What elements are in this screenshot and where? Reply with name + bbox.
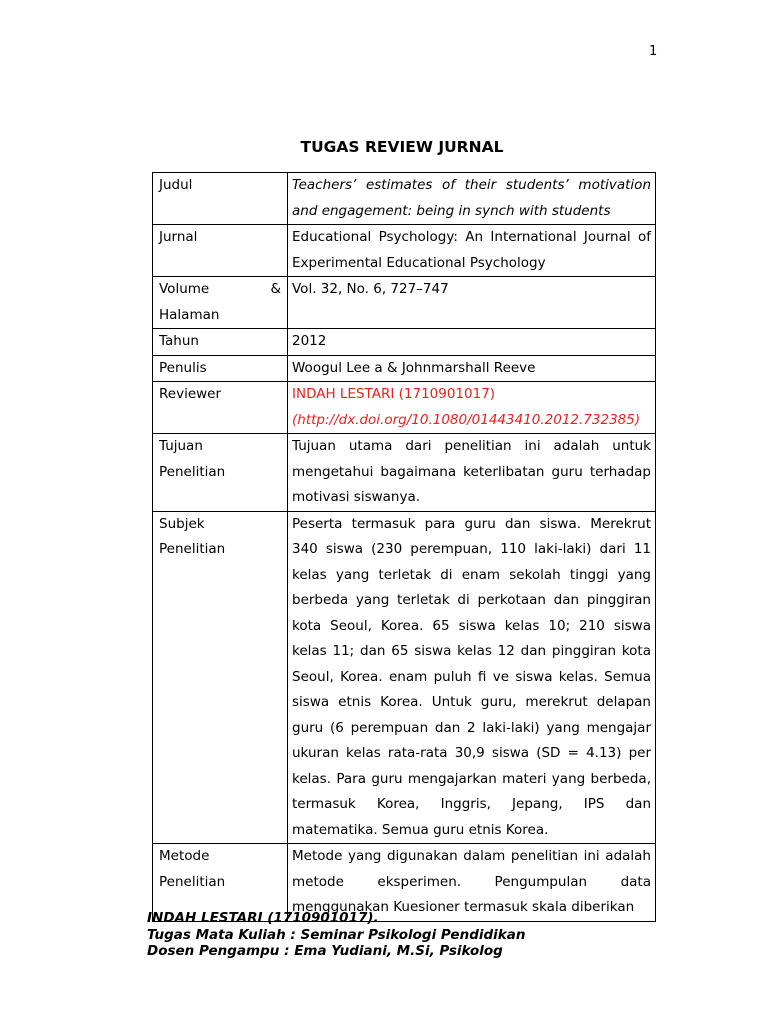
label-jurnal: Jurnal — [153, 225, 288, 277]
table-row-subjek — [153, 511, 656, 844]
value-volume: Vol. 32, No. 6, 727–747 — [288, 277, 656, 329]
label-subjek — [153, 511, 288, 844]
label-volume-amp: & — [270, 281, 281, 297]
table-row-reviewer — [153, 382, 656, 434]
reviewer-doi-link[interactable]: (http://dx.doi.org/10.1080/01443410.2012.732385) — [292, 411, 641, 428]
table-row-volume — [153, 277, 656, 329]
value-tujuan: Tujuan utama dari penelitian ini adalah untuk mengetahui bagaimana keterlibatan guru terhadap motivasi siswanya. — [288, 434, 656, 512]
value-tahun: 2012 — [288, 329, 656, 356]
label-tujuan — [153, 434, 288, 512]
value-metode: Metode yang digunakan dalam penelitian ini adalah metode eksperimen. Pengumpulan data menggunakan Kuesioner termasuk skala diberikan — [288, 844, 656, 922]
label-penulis: Penulis — [153, 355, 288, 382]
label-metode-line2: Penelitian — [159, 873, 226, 890]
label-metode-line1: Metode — [159, 848, 210, 864]
footer-lecturer: Dosen Pengampu : Ema Yudiani, M.Si, Psikolog — [147, 943, 503, 959]
footer-author: INDAH LESTARI (1710901017). — [147, 910, 379, 926]
label-tujuan-line1: Tujuan — [159, 438, 203, 454]
value-reviewer — [288, 382, 656, 434]
label-volume — [153, 277, 288, 329]
table-row-jurnal — [153, 225, 656, 277]
review-table — [152, 172, 656, 922]
label-volume-text: Volume — [159, 281, 210, 297]
table-row-tahun — [153, 329, 656, 356]
table-row-judul — [153, 173, 656, 225]
label-tujuan-line2: Penelitian — [159, 463, 226, 480]
reviewer-name: INDAH LESTARI (1710901017) — [292, 386, 496, 402]
table-row-penulis — [153, 355, 656, 382]
page-number: 1 — [649, 44, 658, 59]
label-subjek-line2: Penelitian — [159, 541, 226, 557]
label-tahun: Tahun — [153, 329, 288, 356]
value-judul: Teachers’ estimates of their students’ motivation and engagement: being in synch with students — [288, 173, 656, 225]
label-judul: Judul — [153, 173, 288, 225]
footer-course: Tugas Mata Kuliah : Seminar Psikologi Pendidikan — [147, 926, 526, 943]
table-row-tujuan — [153, 434, 656, 512]
label-halaman: Halaman — [159, 306, 220, 323]
value-jurnal: Educational Psychology: An International Journal of Experimental Educational Psychology — [288, 225, 656, 277]
footer — [147, 910, 525, 960]
value-subjek: Peserta termasuk para guru dan siswa. Merekrut 340 siswa (230 perempuan, 110 laki-laki) dari 11 kelas yang terletak di enam sekolah tinggi yang berbeda yang terletak di perkotaan dan pinggiran kota Seoul, Korea. 65 siswa kelas 10; 210 siswa kelas 11; dan 65 siswa kelas 12 dan pinggiran kota Seoul, Korea. enam puluh fi ve siswa kelas. Semua siswa etnis Korea. Untuk guru, merekrut delapan guru (6 perempuan dan 2 laki-laki) yang mengajar ukuran kelas rata-rata 30,9 siswa (SD = 4.13) per kelas. Para guru mengajarkan materi yang berbeda, termasuk Korea, Inggris, Jepang, IPS dan matematika. Semua guru etnis Korea. — [288, 511, 656, 844]
document-title: TUGAS REVIEW JURNAL — [300, 138, 504, 156]
label-reviewer: Reviewer — [153, 382, 288, 434]
label-subjek-line1: Subjek — [159, 515, 205, 532]
value-penulis: Woogul Lee a & Johnmarshall Reeve — [288, 355, 656, 382]
